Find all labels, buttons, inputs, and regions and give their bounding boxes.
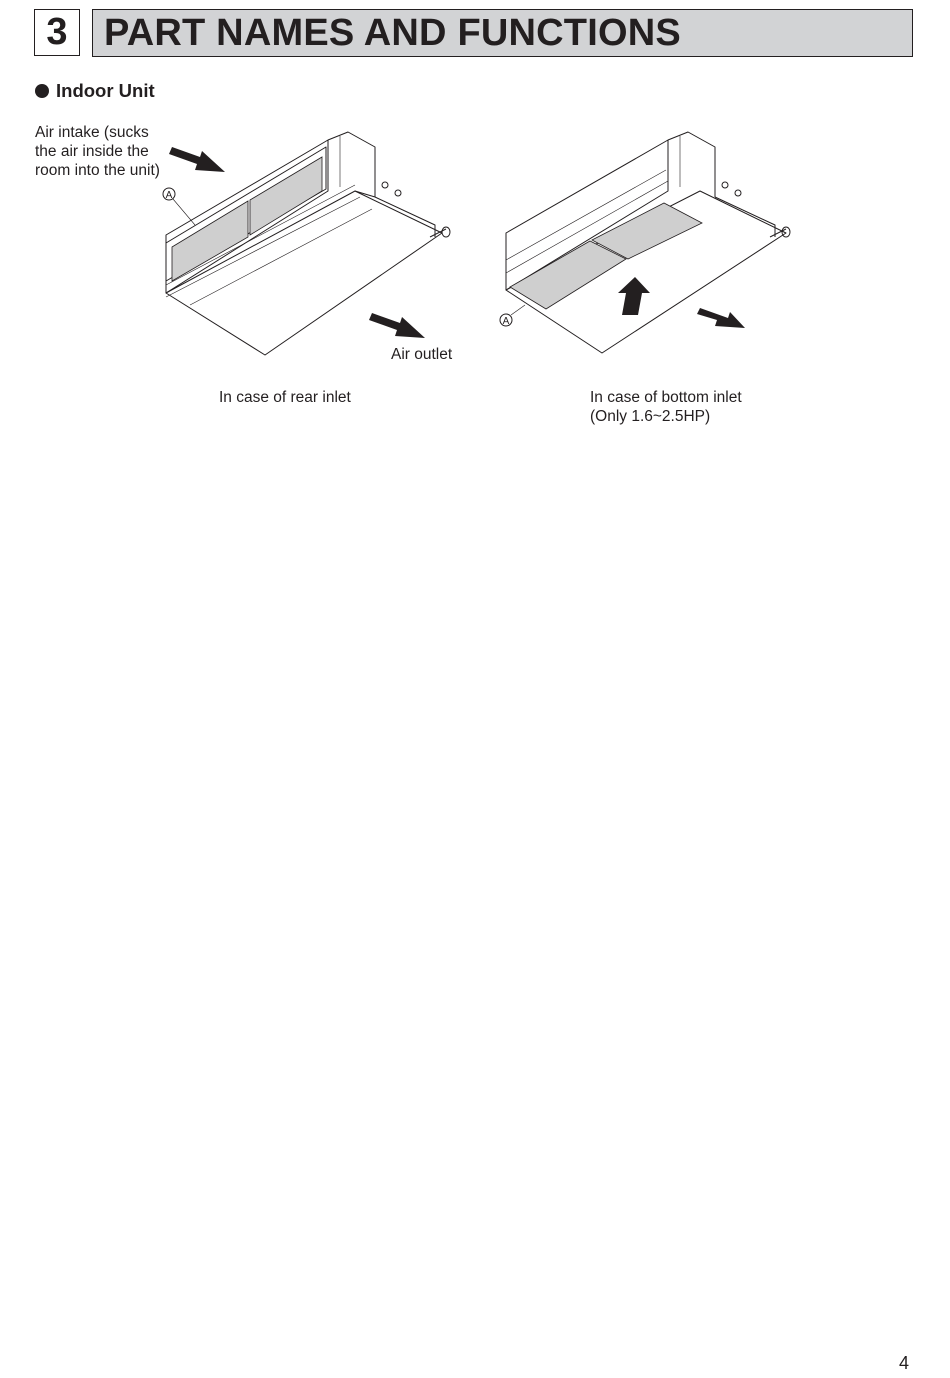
chapter-title: PART NAMES AND FUNCTIONS [92, 9, 913, 57]
air-intake-label: Air intake (sucks the air inside the room into the unit) [35, 124, 160, 179]
bottom-inlet-caption-line1: In case of bottom inlet [590, 389, 742, 406]
bullet-icon [35, 84, 49, 98]
bottom-inlet-diagram [490, 125, 810, 365]
filter-marker: A [165, 190, 173, 201]
section-heading [35, 80, 155, 102]
rear-inlet-diagram [150, 125, 470, 365]
page-number: 4 [899, 1353, 910, 1373]
chapter-number: 3 [34, 9, 80, 56]
rear-inlet-caption: In case of rear inlet [219, 389, 351, 406]
air-outlet-label: Air outlet [391, 346, 453, 363]
bottom-inlet-caption [590, 388, 742, 426]
filter-marker: A [502, 316, 510, 327]
section-heading-text: Indoor Unit [56, 80, 155, 101]
bottom-inlet-caption-line2: (Only 1.6~2.5HP) [590, 408, 711, 425]
